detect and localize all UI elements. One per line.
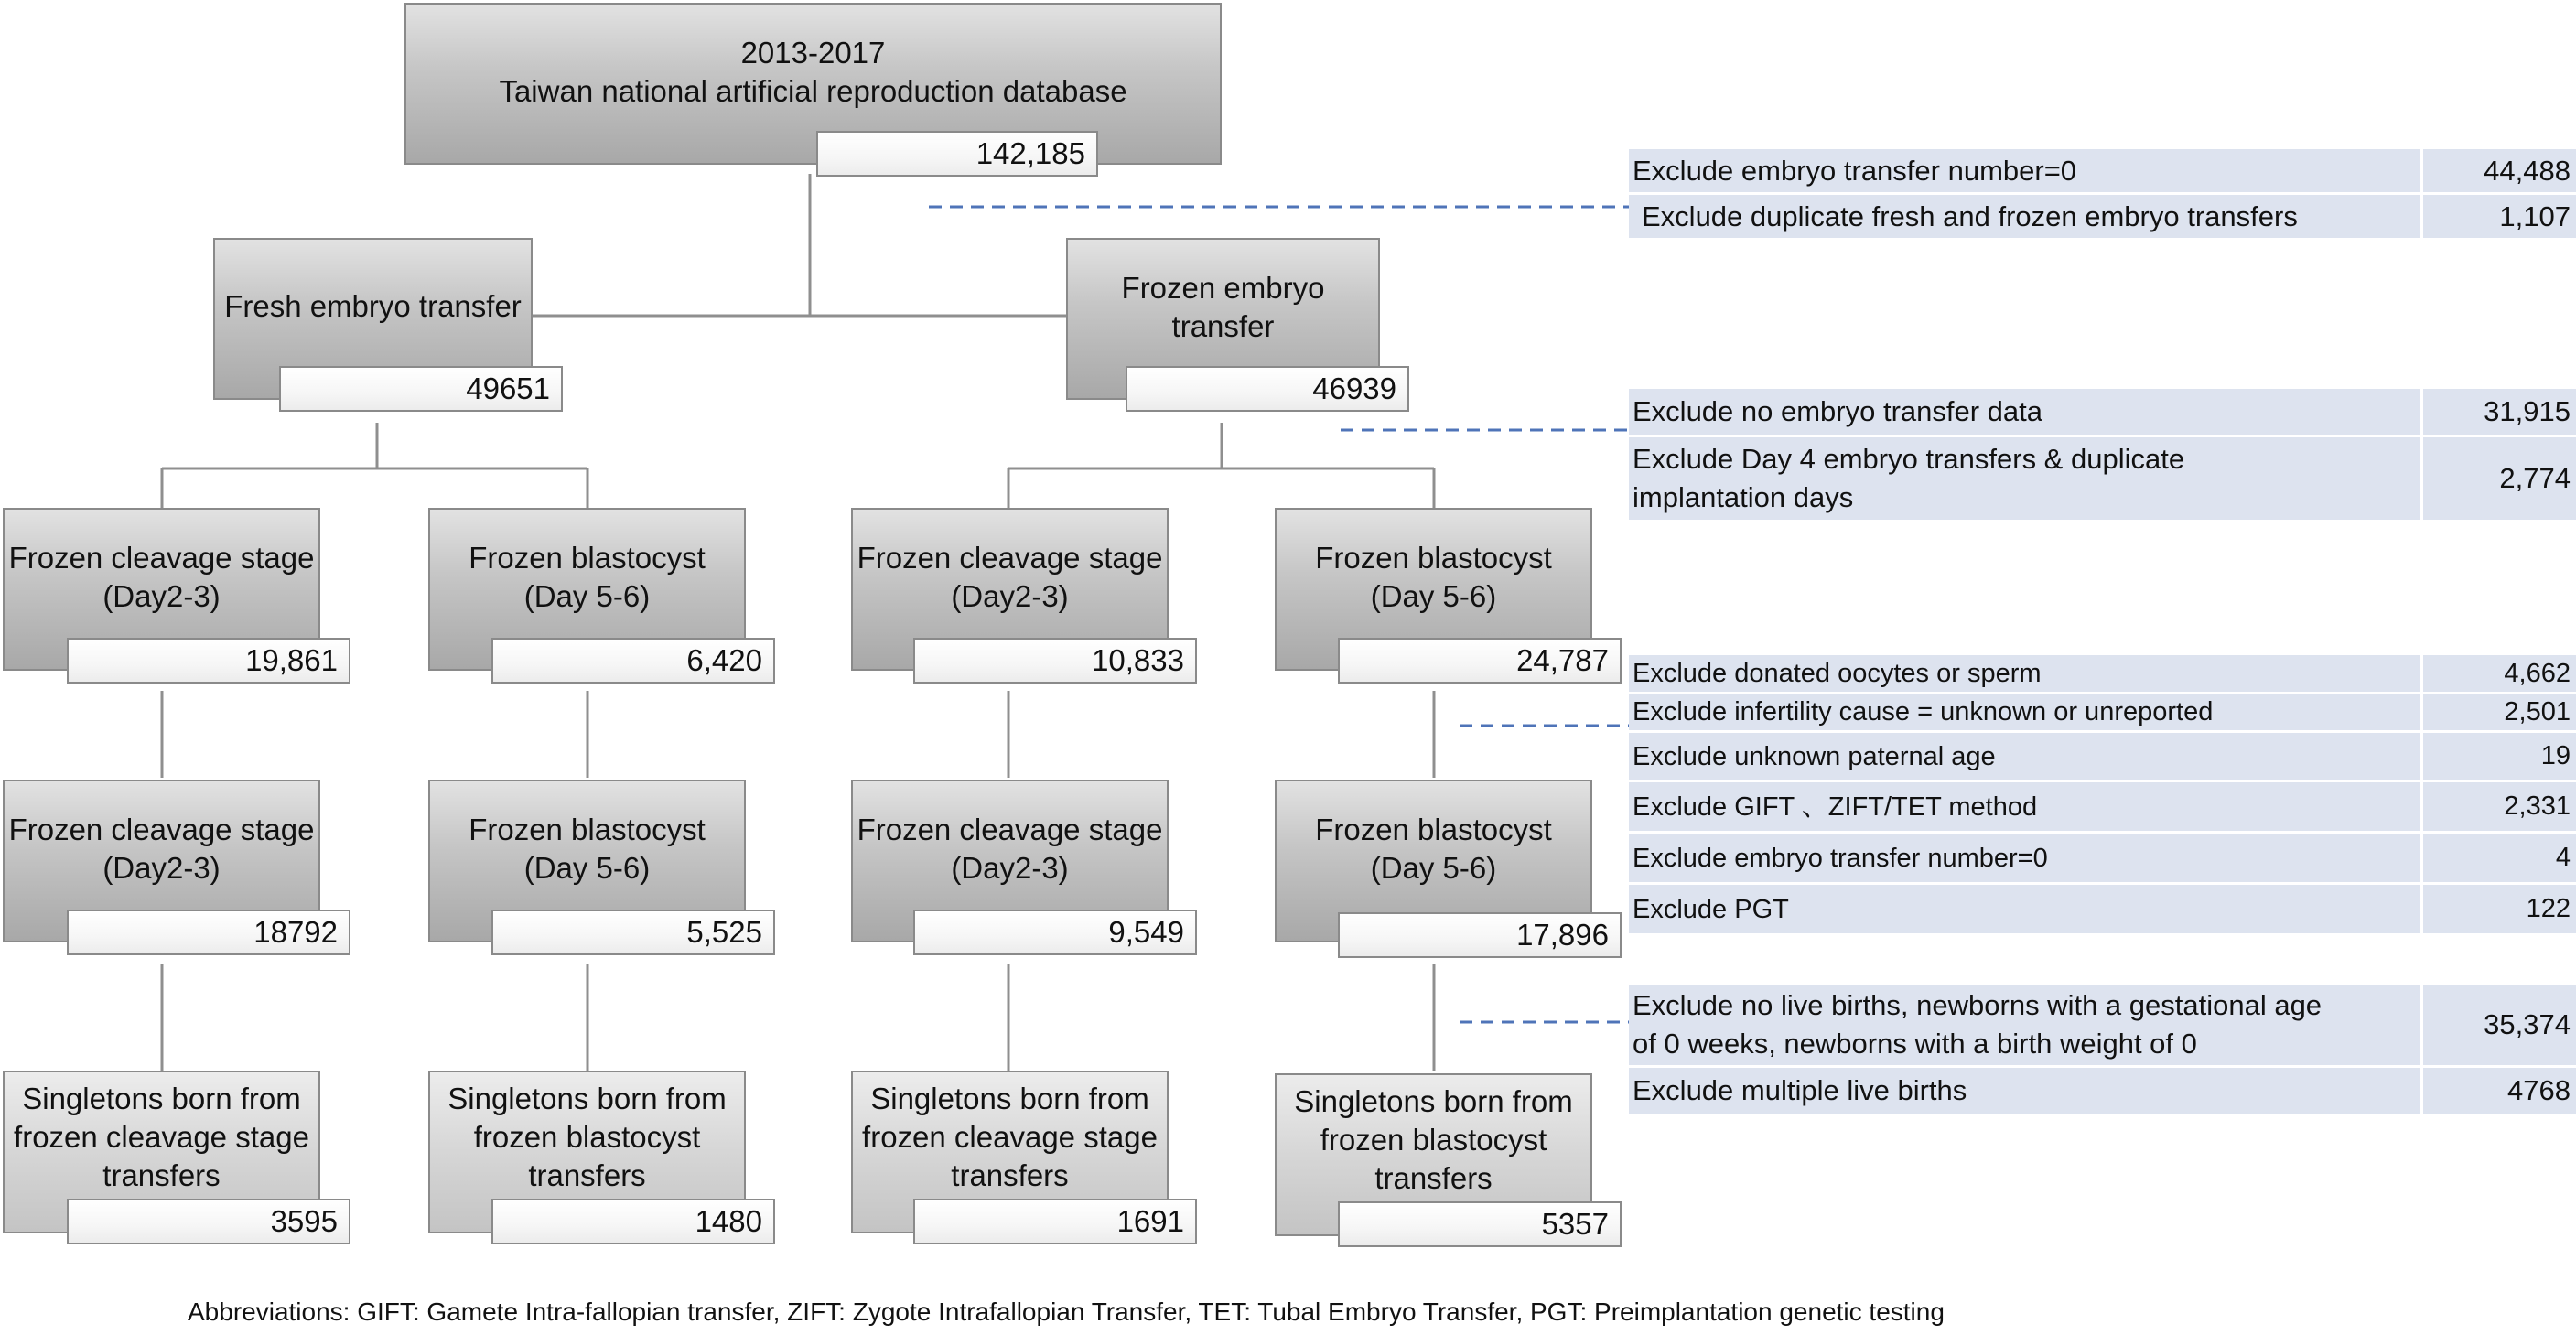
exclusion-value: 19: [2420, 733, 2576, 780]
exclusion-label: Exclude unknown paternal age: [1633, 741, 1996, 771]
exclusion-value: 35,374: [2420, 985, 2576, 1065]
level3-box-4-line1: Frozen blastocyst: [1315, 541, 1552, 575]
exclusion-label: Exclude embryo transfer number=0: [1633, 154, 2077, 187]
root-title-year: 2013-2017: [740, 36, 886, 70]
level4-box-2-line2: (Day 5-6): [523, 851, 651, 885]
exclusion-row: [1629, 195, 2576, 238]
exclusion-value: 2,331: [2420, 782, 2576, 831]
exclusion-label-line1: Exclude Day 4 embryo transfers & duplicate: [1633, 443, 2185, 475]
level5-box-1-count: 3595: [67, 1199, 350, 1244]
level5-box-4-count: 5357: [1338, 1201, 1622, 1247]
exclusion-row: [1629, 655, 2576, 692]
level4-box-1-line2: (Day2-3): [102, 851, 221, 885]
exclusion-label: Exclude duplicate fresh and frozen embryo transfers: [1642, 199, 2298, 232]
frozen-embryo-transfer-count: 46939: [1126, 366, 1409, 412]
exclusion-row: [1629, 1068, 2576, 1114]
level5-box-1-line1: Singletons born from: [22, 1082, 301, 1115]
root-title-database: Taiwan national artificial reproduction database: [499, 74, 1127, 108]
level5-box-4-line2: frozen blastocyst: [1320, 1123, 1547, 1157]
exclusion-row: [1629, 985, 2576, 1065]
exclusion-value: 122: [2420, 885, 2576, 933]
exclusion-label: Exclude embryo transfer number=0: [1633, 843, 2048, 873]
exclusion-row: [1629, 694, 2576, 730]
level3-box-3-line1: Frozen cleavage stage: [857, 541, 1163, 575]
level5-box-2-line3: transfers: [528, 1158, 646, 1192]
level5-box-3-line3: transfers: [951, 1158, 1069, 1192]
level5-box-2-count: 1480: [491, 1199, 775, 1244]
level5-box-2-line2: frozen blastocyst: [473, 1120, 701, 1154]
level4-box-2-count: 5,525: [491, 910, 775, 955]
level3-box-1-line1: Frozen cleavage stage: [8, 541, 315, 575]
exclusion-value: 44,488: [2420, 149, 2576, 192]
exclusion-label-line1: Exclude no live births, newborns with a gestational age: [1633, 989, 2323, 1021]
exclusion-row: [1629, 834, 2576, 882]
exclusion-row: [1629, 437, 2576, 520]
exclusion-row: [1629, 733, 2576, 780]
level3-box-2-line1: Frozen blastocyst: [469, 541, 706, 575]
root-box: [404, 3, 1222, 165]
exclusion-row: [1629, 885, 2576, 933]
level3-box-2-count: 6,420: [491, 638, 775, 684]
level3-box-1-line2: (Day2-3): [102, 579, 221, 613]
frozen-embryo-transfer-label-2: transfer: [1171, 309, 1275, 343]
exclusion-label: Exclude infertility cause = unknown or unreported: [1633, 697, 2214, 727]
level3-box-3-count: 10,833: [913, 638, 1197, 684]
exclusion-value: 31,915: [2420, 389, 2576, 435]
level5-box-3-line1: Singletons born from: [870, 1082, 1149, 1115]
exclusion-label: Exclude multiple live births: [1633, 1074, 1967, 1106]
frozen-embryo-transfer-label-1: Frozen embryo: [1121, 271, 1325, 305]
exclusion-value: 4: [2420, 834, 2576, 882]
exclusion-label: Exclude no embryo transfer data: [1633, 395, 2043, 427]
level4-box-1-line1: Frozen cleavage stage: [8, 813, 315, 846]
exclusion-row: [1629, 389, 2576, 435]
exclusion-value: 4,662: [2420, 655, 2576, 692]
level5-box-3-line2: frozen cleavage stage: [862, 1120, 1158, 1154]
exclusion-value: 1,107: [2420, 195, 2576, 238]
level4-box-3-line1: Frozen cleavage stage: [857, 813, 1163, 846]
exclusion-value: 4768: [2420, 1068, 2576, 1114]
level3-box-1-count: 19,861: [67, 638, 350, 684]
level5-box-2-line1: Singletons born from: [447, 1082, 727, 1115]
level4-box-3-line2: (Day2-3): [951, 851, 1069, 885]
level5-box-4-line3: transfers: [1374, 1161, 1493, 1195]
level5-box-1-line3: transfers: [102, 1158, 221, 1192]
level4-box-1-count: 18792: [67, 910, 350, 955]
level4-box-4-line1: Frozen blastocyst: [1315, 813, 1552, 846]
exclusion-row: [1629, 149, 2576, 192]
abbreviations-footnote: Abbreviations: GIFT: Gamete Intra-fallopian transfer, ZIFT: Zygote Intrafallopian Transfer, TET: Tubal Embryo Transfer, PGT: Preimplantation genetic testing: [188, 1297, 1945, 1326]
level4-box-4-line2: (Day 5-6): [1370, 851, 1497, 885]
exclusion-label: Exclude donated oocytes or sperm: [1633, 659, 2042, 688]
level5-box-3-count: 1691: [913, 1199, 1197, 1244]
fresh-embryo-transfer-count: 49651: [279, 366, 563, 412]
root-count: 142,185: [816, 131, 1098, 177]
exclusion-label-line2: implantation days: [1633, 481, 1854, 513]
exclusion-row: [1629, 782, 2576, 831]
level3-box-3-line2: (Day2-3): [951, 579, 1069, 613]
fresh-embryo-transfer-label: Fresh embryo transfer: [224, 289, 522, 323]
exclusion-label: [1633, 437, 2420, 520]
level5-box-1-line2: frozen cleavage stage: [14, 1120, 309, 1154]
exclusion-label: Exclude PGT: [1633, 894, 1789, 924]
level5-box-4-line1: Singletons born from: [1294, 1084, 1573, 1118]
exclusion-label: [1633, 985, 2420, 1065]
level4-box-2-line1: Frozen blastocyst: [469, 813, 706, 846]
level4-box-3-count: 9,549: [913, 910, 1197, 955]
level3-box-4-line2: (Day 5-6): [1370, 579, 1497, 613]
exclusion-label: Exclude GIFT 、ZIFT/TET method: [1633, 791, 2038, 822]
exclusion-value: 2,501: [2420, 694, 2576, 730]
exclusion-value: 2,774: [2420, 437, 2576, 520]
exclusion-label-line2: of 0 weeks, newborns with a birth weight of 0: [1633, 1028, 2197, 1060]
level4-box-4-count: 17,896: [1338, 912, 1622, 958]
level3-box-2-line2: (Day 5-6): [523, 579, 651, 613]
level3-box-4-count: 24,787: [1338, 638, 1622, 684]
